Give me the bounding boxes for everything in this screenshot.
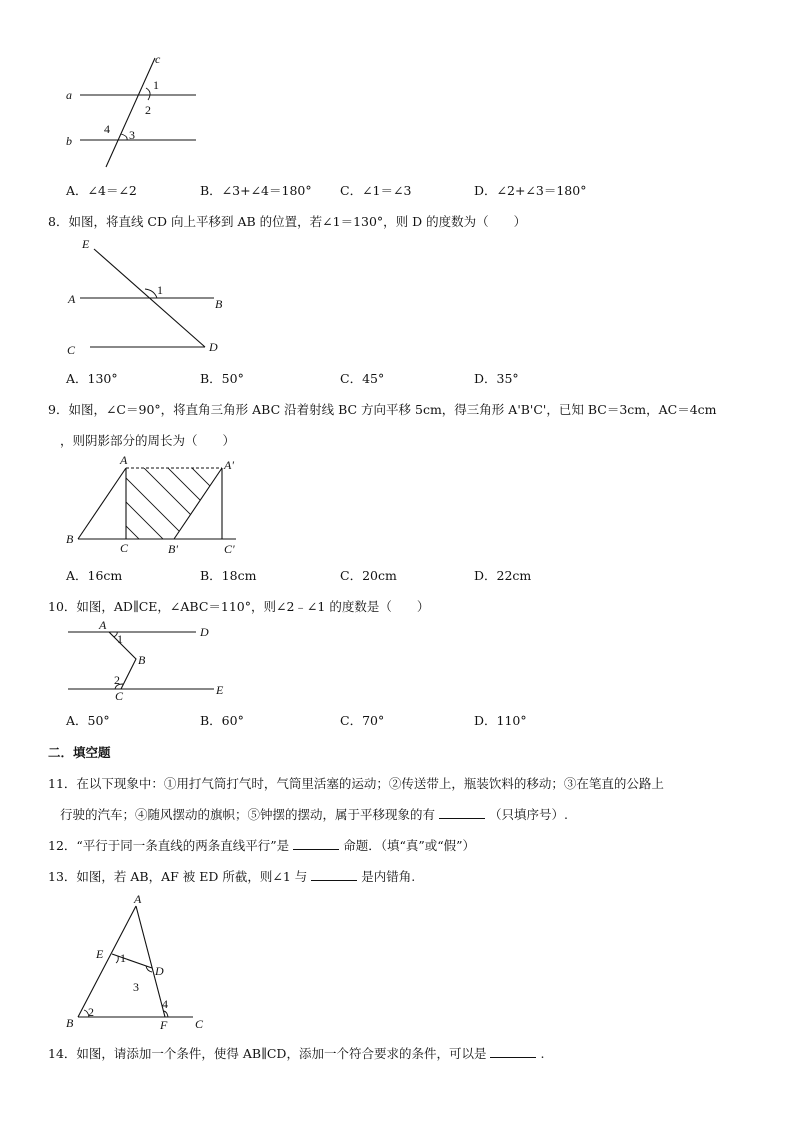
label-E: E [216,683,224,697]
q13-text-b: 是内错角. [361,869,416,884]
label-angle-4: 4 [162,997,168,1011]
label-A: A [99,618,107,632]
q9-option-b: B．18cm [200,568,257,583]
q10-option-d: D．110° [474,713,527,728]
label-E: E [82,237,90,251]
q9-question-line1: 9．如图，∠C＝90°，将直角三角形 ABC 沿着射线 BC 方向平移 5cm，得三角形 A'B'C'，已知 BC＝3cm，AC＝4cm [48,402,717,417]
label-B: B [66,1016,74,1030]
line-af [136,906,165,1017]
figure-q13 [0,0,260,1040]
q11-question-line1: 11．在以下现象中：①用打气筒打气时，气筒里活塞的运动；②传送带上，瓶装饮料的移动；③在笔直的公路上 [48,776,664,791]
q10-question: 10．如图，AD∥CE，∠ABC＝110°，则∠2﹣∠1 的度数是（ ） [48,599,430,614]
q11-text-a: 行驶的汽车；④随风摆动的旗帜；⑤钟摆的摆动，属于平移现象的有 [60,807,436,822]
label-angle-1: 1 [117,632,123,646]
q12-text-a: 12．“平行于同一条直线的两条直线平行”是 [48,838,290,853]
q12-answer-blank[interactable] [293,839,339,850]
q13-text-a: 13．如图，若 AB，AF 被 ED 所截，则∠1 与 [48,869,308,884]
label-D: D [155,964,164,978]
label-angle-3: 3 [129,128,135,142]
label-C: C [67,343,76,357]
label-A: A [68,292,76,306]
label-B: B [138,653,146,667]
label-angle-1: 1 [157,283,163,297]
q9-option-a: A．16cm [66,568,123,583]
q12-text-b: 命题．（填“真”或“假”） [343,838,475,853]
section-heading-fill-in: 二．填空题 [48,745,111,760]
line-ab [78,906,136,1017]
label-D: D [200,625,209,639]
label-B-prime: B' [168,542,178,556]
q14-text-b: . [540,1046,545,1061]
label-C: C [195,1017,204,1031]
label-C-prime: C' [224,542,235,556]
label-A: A [120,453,128,467]
label-C: C [115,689,124,703]
q10-option-a: A．50° [66,713,110,728]
label-b: b [66,134,72,148]
label-angle-3: 3 [133,980,139,994]
q7-option-c: C．∠1＝∠3 [340,183,412,198]
label-angle-2: 2 [114,673,120,687]
label-a: a [66,88,72,102]
q7-option-d: D．∠2+∠3＝180° [474,183,587,198]
label-c: c [155,52,161,66]
label-angle-1: 1 [153,78,159,92]
q7-option-b: B．∠3+∠4＝180° [200,183,312,198]
q14-text-a: 14．如图，请添加一个条件，使得 AB∥CD，添加一个符合要求的条件，可以是 [48,1046,487,1061]
label-angle-4: 4 [104,122,110,136]
label-A: A [134,892,142,906]
q11-text-b: （只填序号）. [489,807,568,822]
label-B: B [66,532,74,546]
q10-option-c: C．70° [340,713,385,728]
label-angle-2: 2 [88,1005,94,1019]
q14-answer-blank[interactable] [490,1047,536,1058]
q11-answer-blank[interactable] [439,808,485,819]
label-F: F [160,1018,168,1032]
label-angle-2: 2 [145,103,151,117]
q7-option-a: A．∠4＝∠2 [66,183,137,198]
q14-question [48,1044,544,1062]
label-B: B [215,297,223,311]
q8-option-c: C．45° [340,371,385,386]
q13-answer-blank[interactable] [311,870,357,881]
q8-question: 8．如图，将直线 CD 向上平移到 AB 的位置，若∠1＝130°，则 D 的度数为（ ） [48,214,527,229]
q10-option-b: B．60° [200,713,244,728]
label-C: C [120,541,129,555]
angle-arc-1 [116,956,118,963]
q9-option-c: C．20cm [340,568,397,583]
q9-question-line2: ，则阴影部分的周长为（ ） [60,433,236,448]
q8-option-d: D．35° [474,371,519,386]
q9-option-d: D．22cm [474,568,532,583]
label-E: E [96,947,104,961]
q8-option-b: B．50° [200,371,244,386]
label-angle-1: 1 [120,951,126,965]
q8-option-a: A．130° [66,371,118,386]
label-A-prime: A' [224,458,234,472]
label-D: D [209,340,218,354]
